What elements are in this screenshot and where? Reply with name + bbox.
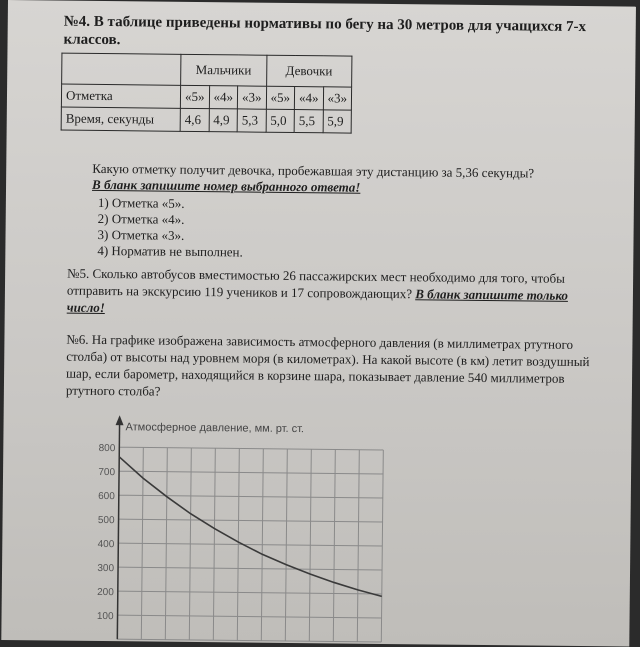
answer-option: 1) Отметка «5». [97, 194, 185, 211]
grade-cell: «4» [294, 87, 323, 110]
girls-header: Девочки [266, 55, 352, 87]
y-tick-label: 600 [98, 490, 115, 503]
grid-line-horizontal [119, 495, 383, 498]
task4-question: Какую отметку получит девочка, пробежавшая эту дистанцию за 5,36 секунды? [92, 160, 535, 181]
y-tick-label: 700 [98, 466, 116, 479]
grade-cell: «3» [323, 87, 352, 110]
grade-cell: «5» [266, 86, 295, 109]
time-cell: 4,9 [209, 109, 238, 132]
grid-line-horizontal [119, 519, 383, 522]
answer-options [91, 195, 612, 264]
grid-line-horizontal [118, 615, 382, 618]
y-axis [117, 417, 119, 639]
y-tick-label: 200 [97, 586, 114, 599]
time-cell: 4,6 [180, 108, 209, 131]
task4-question-block [91, 161, 612, 264]
grid-line-horizontal [118, 543, 382, 546]
chart-y-axis-label: Атмосферное давление, мм. рт. ст. [125, 421, 305, 436]
table-row [61, 107, 351, 133]
grid-line-horizontal [118, 591, 382, 594]
task5-block [67, 265, 608, 322]
y-tick-label: 300 [97, 562, 115, 575]
y-tick-label: 500 [97, 514, 115, 527]
table-corner-cell [62, 53, 181, 85]
pressure-chart-svg [79, 411, 421, 647]
norms-table [61, 53, 353, 134]
boys-header: Мальчики [181, 54, 267, 86]
task6-text: №6. На графике изображена зависимость атмосферного давления (в миллиметрах ртутного столба) от высоты над уровнем моря (в километрах). На какой высоте (в км) летит воздушный шар, если барометр, находящийся в корзине шара, показывает давление 540 миллиметров ртутного столба? [65, 331, 590, 399]
task5-text: №5. Сколько автобусов вместимостью 26 пассажирских мест необходимо для того, чтобы отправить на экскурсию 119 учеников и 17 сопровождающих? [66, 265, 565, 302]
pressure-curve [118, 457, 383, 597]
grid-line-horizontal [118, 567, 382, 570]
grade-cell: «5» [180, 85, 209, 108]
time-cell: 5,5 [294, 110, 323, 133]
table-row [62, 53, 352, 87]
y-tick-label: 800 [98, 442, 116, 455]
y-tick-label: 100 [96, 610, 114, 623]
time-row-label: Время, секунды [61, 107, 180, 131]
task4-title: №4. В таблице приведены нормативы по бегу на 30 метров для учащихся 7-х классов. [63, 13, 587, 49]
answer-option: 3) Отметка «3». [97, 226, 185, 243]
grade-cell: «4» [209, 86, 238, 109]
task4-instruction: В бланк запишите номер выбранного ответа! [91, 176, 361, 195]
grade-row-label: Отметка [61, 84, 180, 108]
grid-line-horizontal [119, 471, 383, 474]
pressure-chart [79, 411, 421, 647]
worksheet-page [1, 0, 636, 647]
grid-line-horizontal [119, 447, 383, 450]
y-axis-arrow [116, 415, 124, 425]
y-tick-label: 400 [97, 538, 115, 551]
time-cell: 5,0 [266, 109, 295, 132]
task5-instruction: В бланк запишите только число! [66, 286, 569, 316]
answer-option: 2) Отметка «4». [97, 210, 185, 227]
grade-cell: «3» [237, 86, 266, 109]
table-row [61, 84, 351, 110]
time-cell: 5,9 [323, 110, 352, 133]
task6-block [66, 331, 607, 405]
time-cell: 5,3 [237, 109, 266, 132]
answer-option: 4) Норматив не выполнен. [97, 242, 243, 260]
